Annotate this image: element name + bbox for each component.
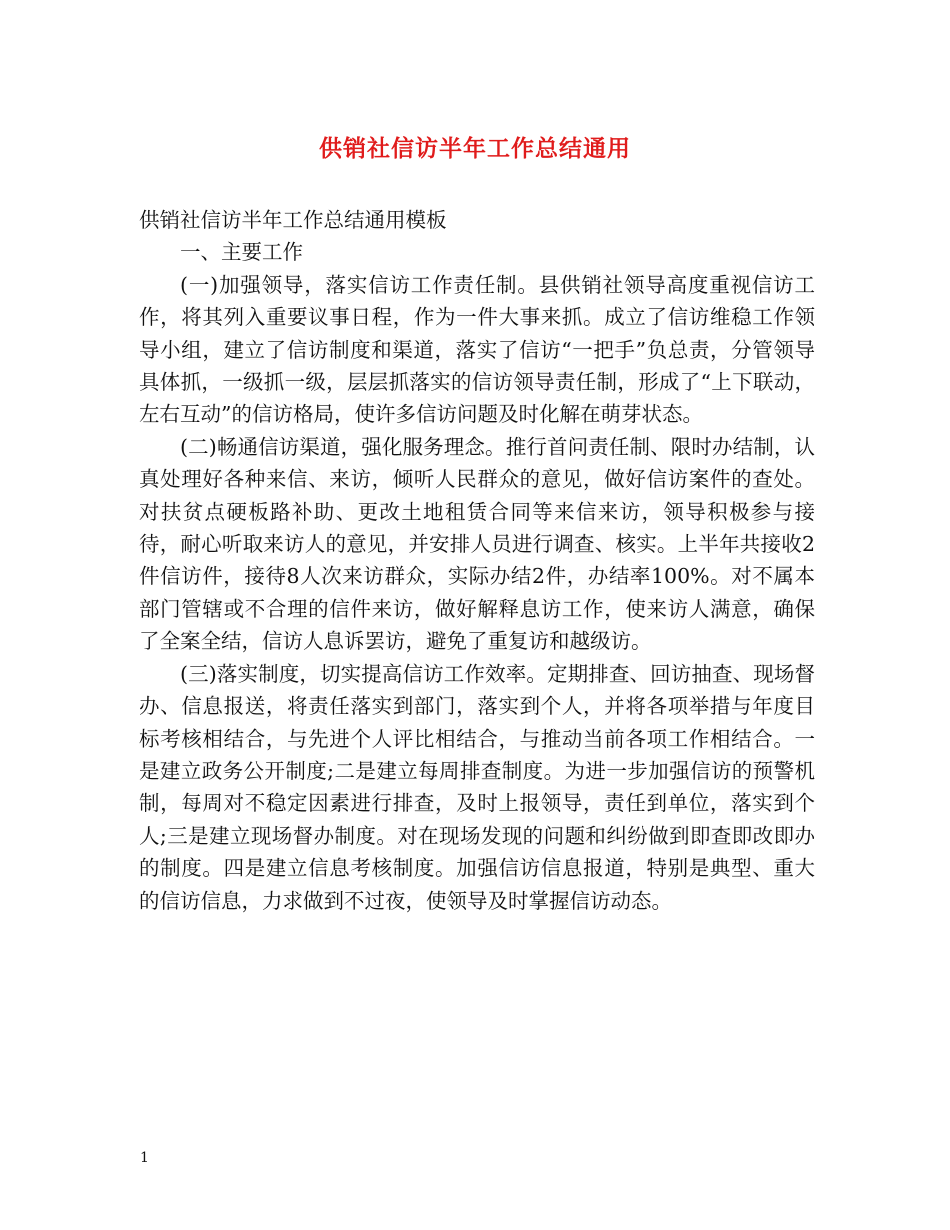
document-body: [139, 204, 815, 917]
page-number: 1: [140, 1150, 149, 1166]
paragraph-2: (二)畅通信访渠道，强化服务理念。推行首问责任制、限时办结制，认真处理好各种来信、来访，倾听人民群众的意见，做好信访案件的查处。对扶贫点硬板路补助、更改土地租赁合同等来信来访，领导积极参与接待，耐心听取来访人的意见，并安排人员进行调查、核实。上半年共接收2件信访件，接待8人次来访群众，实际办结2件，办结率100%。对不属本部门管辖或不合理的信件来访，做好解释息访工作，使来访人满意，确保了全案全结，信访人息诉罢访，避免了重复访和越级访。: [139, 434, 815, 654]
document-subtitle: 供销社信访半年工作总结通用模板: [139, 208, 447, 232]
paragraph-1: (一)加强领导，落实信访工作责任制。县供销社领导高度重视信访工作，将其列入重要议事日程，作为一件大事来抓。成立了信访维稳工作领导小组，建立了信访制度和渠道，落实了信访“一把手”负总责，分管领导具体抓，一级抓一级，层层抓落实的信访领导责任制，形成了“上下联动，左右互动”的信访格局，使许多信访问题及时化解在萌芽状态。: [139, 272, 815, 427]
section-heading: 一、主要工作: [180, 240, 303, 265]
paragraph-3: (三)落实制度，切实提高信访工作效率。定期排查、回访抽查、现场督办、信息报送，将责任落实到部门，落实到个人，并将各项举措与年度目标考核相结合，与先进个人评比相结合，与推动当前各项工作相结合。一是建立政务公开制度;二是建立每周排查制度。为进一步加强信访的预警机制，每周对不稳定因素进行排查，及时上报领导，责任到单位，落实到个人;三是建立现场督办制度。对在现场发现的问题和纠纷做到即查即改即办的制度。四是建立信息考核制度。加强信访信息报道，特别是典型、重大的信访信息，力求做到不过夜，使领导及时掌握信访动态。: [139, 661, 815, 913]
document-title: 供销社信访半年工作总结通用: [319, 135, 631, 162]
